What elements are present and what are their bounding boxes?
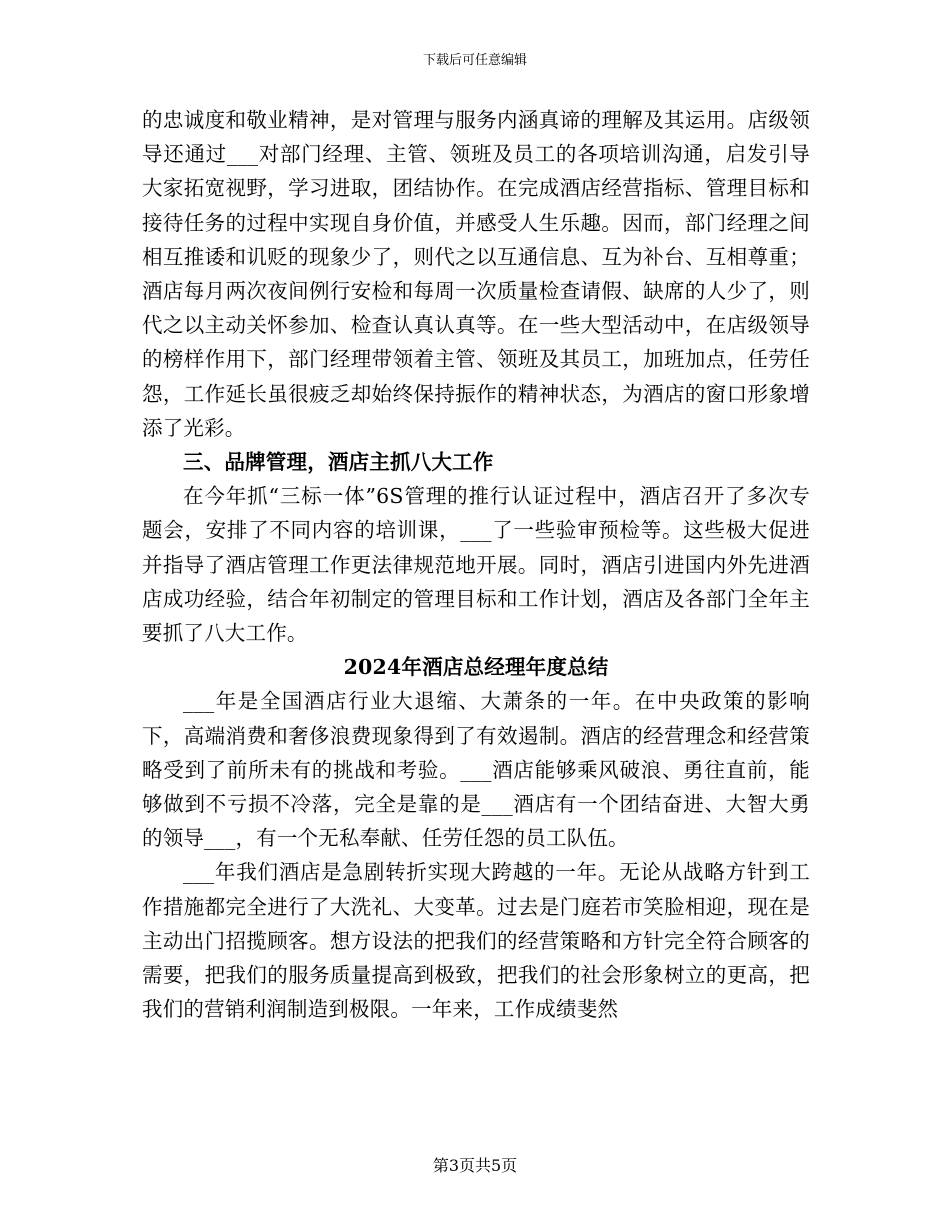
page-number: 第3页共5页 [432,1156,518,1175]
document-body [142,103,810,1026]
paragraph-certification: 在今年抓“三标一体”6S管理的推行认证过程中，酒店召开了多次专题会，安排了不同内容的培训课，___了一些验审预检等。这些极大促进并指导了酒店管理工作更法律规范地开展。同时，酒店引进国内外先进酒店成功经验，结合年初制定的管理目标和工作计划，酒店及各部门全年主要抓了八大工作。 [142,484,810,646]
document-title: 2024年酒店总经理年度总结 [343,655,609,680]
paragraph-transformation: ___年我们酒店是急剧转折实现大跨越的一年。无论从战略方针到工作措施都完全进行了大洗礼、大变革。过去是门庭若市笑脸相迎，现在是主动出门招揽顾客。想方设法的把我们的经营策略和方针完全符合顾客的需要，把我们的服务质量提高到极致，把我们的社会形象树立的更高，把我们的营销利润制造到极限。一年来，工作成绩斐然 [142,860,810,1022]
paragraph-industry-downturn: ___年是全国酒店行业大退缩、大萧条的一年。在中央政策的影响下，高端消费和奢侈浪费现象得到了有效遏制。酒店的经营理念和经营策略受到了前所未有的挑战和考验。___酒店能够乘风破浪、勇往直前，能够做到不亏损不冷落，完全是靠的是___酒店有一个团结奋进、大智大勇的领导___，有一个无私奉献、任劳任怨的员工队伍。 [142,689,810,851]
paragraph-loyalty: 的忠诚度和敬业精神，是对管理与服务内涵真谛的理解及其运用。店级领导还通过___对部门经理、主管、领班及员工的各项培训沟通，启发引导大家拓宽视野，学习进取，团结协作。在完成酒店经营指标、管理目标和接待任务的过程中实现自身价值，并感受人生乐趣。因而，部门经理之间相互推诿和讥贬的现象少了，则代之以互通信息、互为补台、互相尊重；酒店每月两次夜间例行安检和每周一次质量检查请假、缺席的人少了，则代之以主动关怀参加、检查认真认真等。在一些大型活动中，在店级领导的榜样作用下，部门经理带领着主管、领班及其员工，加班加点，任劳任怨，工作延长虽很疲乏却始终保持振作的精神状态，为酒店的窗口形象增添了光彩。 [142,108,810,440]
page-header: 下载后可任意编辑 [422,53,527,68]
section-heading-brand-management: 三、品牌管理，酒店主抓八大工作 [183,450,494,475]
